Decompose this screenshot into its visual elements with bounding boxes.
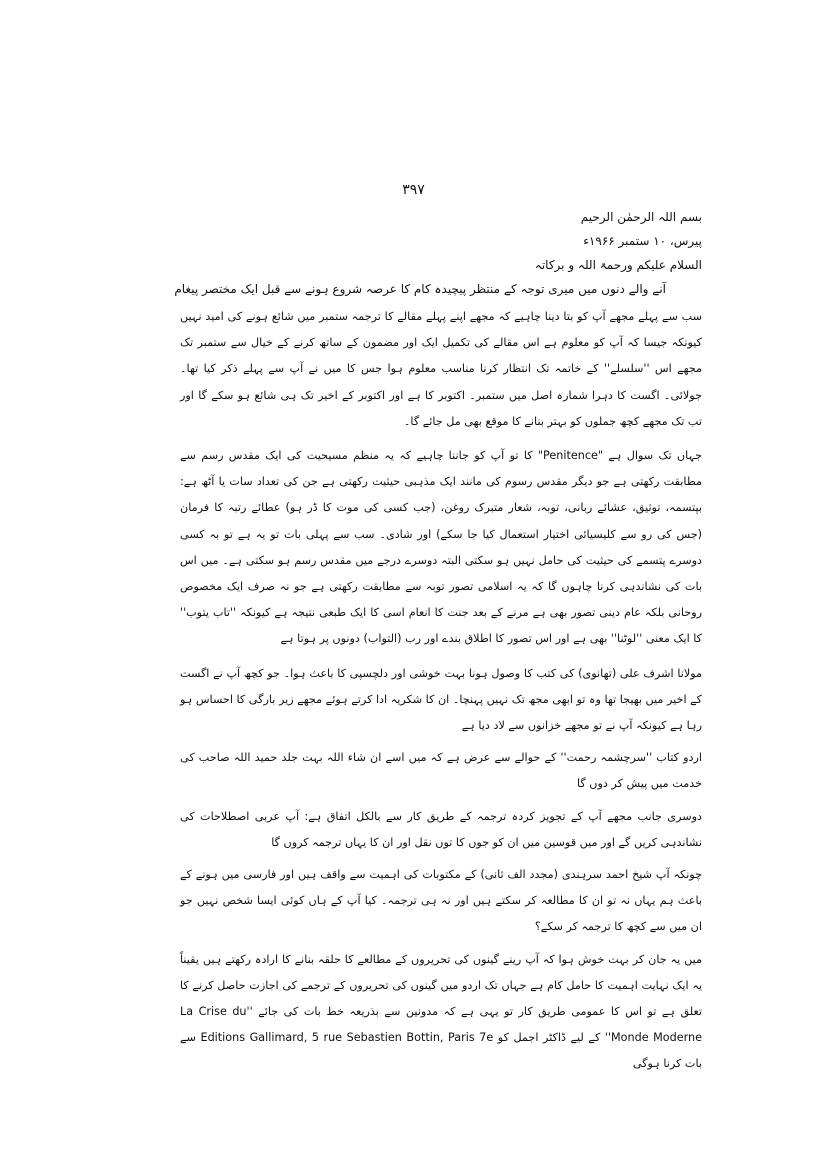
page-number: ۳۹۷ bbox=[402, 182, 425, 198]
paragraph-translation-status: سب سے پہلے مجھے آپ کو بتا دینا چاہیے کہ مجھے اپنے پہلے مقالے کا ترجمہ ستمبر میں شائع ہونے کی امید نہیں کیونکہ جیسا کہ آپ کو معلوم ہے اس مقالے کی تکمیل ایک اور مضمون کے ساتھ کرنے کے خیال سے ستمبر تک مجھے اس ''سلسلے'' کے خاتمہ تک انتظار کرنا مناسب معلوم ہوا جس کا میں نے آپ سے پہلے ذکر کیا تھا۔ جولائی۔ اگست کا دہرا شمارہ اصل میں ستمبر۔ اکتوبر کا ہے اور اکتوبر کے اخیر تک ہی شائع ہو سکے گا اور تب تک مجھے کچھ جملوں کو بہتر بنانے کا موقع بھی مل جائے گا۔ bbox=[180, 310, 702, 428]
paragraph-translation-method: دوسری جانب مجھے آپ کے تجویز کردہ ترجمہ کے طریق کار سے بالکل اتفاق ہے: آپ عربی اصطلاحات کی نشاندہی کریں گے اور میں قوسین میں ان کو جوں کا توں نقل اور ان کا یہاں ترجمہ کروں گا bbox=[180, 809, 702, 849]
paragraph-maktubat: چونکہ آپ شیخ احمد سرہندی (مجدد الف ثانی) کے مکتوبات کی اہمیت سے واقف ہیں اور فارسی میں ہونے کے باعث ہم یہاں نہ تو ان کا مطالعہ کر سکتے ہیں اور نہ ہی ترجمہ۔ کیا آپ کے ہاں کوئی ایسا شخص نہیں جو ان میں سے کچھ کا ترجمہ کر سکے؟ bbox=[180, 868, 702, 934]
letter-body bbox=[174, 208, 703, 1084]
paragraph-guenon-circle: میں یہ جان کر بہت خوش ہوا کہ آپ رینے گینوں کی تحریروں کے مطالعے کا حلقہ بنانے کا ارادہ رکھتے ہیں یقیناً یہ ایک نہایت اہمیت کا حامل کام ہے جہاں تک اردو میں گینوں کی تحریروں کے ترجمے کی اجازت حاصل کرنے کا تعلق ہے تو اس کا عمومی طریق کار تو یہی ہے کہ مدونین سے بذریعہ خط بات کی جائے ''La Crise du Monde Moderne'' کے لیے ڈاکٹر اجمل کو Editions Gallimard, 5 rue Sebastien Bottin, Paris 7e سے بات کرنا ہوگی bbox=[180, 952, 703, 1071]
paragraph-penitence: جہاں تک سوال ہے "Penitence" کا تو آپ کو جاننا چاہیے کہ یہ منظم مسیحیت کی ایک مقدس رسم سے مطابقت رکھتی ہے جو دیگر مقدس رسوم کی مانند ایک مذہبی حیثیت رکھتی ہے جن کی تعداد سات یا آٹھ ہے: بپتسمہ، توثیق، عشائے ربانی، توبہ، شعار متبرک روغن، (جب کسی کی موت کا ڈر ہو) عطائے رتبہ کا فرمان (جس کی رو سے کلیسیائی اختیار استعمال کیا جا سکے) اور شادی۔ سب سے پہلی بات تو یہ ہے تو بہ کسی دوسرے پتسمے کی حیثیت کی حامل نہیں ہو سکتی البتہ دوسرے درجے میں مقدس رسم ہو سکتی ہے۔ میں اس بات کی نشاندہی کرنا چاہوں گا کہ یہ اسلامی تصور توبہ سے مطابقت رکھتی ہے جو نہ صرف ایک مخصوص روحانی بلکہ عام دینی تصور بھی ہے مرنے کے بعد جنت کا انعام اسی کا ایک طبعی نتیجہ ہے کیونکہ ''تاب یتوب'' کا ایک معنی ''لوٹنا'' بھی ہے اور اس تصور کا اطلاق بندے اور رب (التواب) دونوں پر ہوتا ہے bbox=[180, 449, 703, 646]
paragraph-urdu-book: اردو کتاب ''سرچشمہ رحمت'' کے حوالے سے عرض ہے کہ میں اسے ان شاء اللہ بہت جلد حمید اللہ صاحب کی خدمت میں پیش کر دوں گا bbox=[180, 751, 702, 791]
paragraph-books-received: مولانا اشرف علی (تھانوی) کی کتب کا وصول ہونا بہت خوشی اور دلچسپی کا باعث ہوا۔ جو کچھ آپ نے اگست کے اخیر میں بھیجا تھا وہ تو ابھی مجھ تک نہیں پہنچا۔ ان کا شکریہ ادا کرتے ہوئے مجھے زیر بارگی کا احساس ہو رہا ہے کیونکہ آپ نے تو مجھے خزانوں سے لاد دیا ہے bbox=[180, 666, 702, 733]
salutation: السلام علیکم ورحمۃ اللہ و برکاتہ bbox=[534, 258, 702, 272]
intro-line: آنے والے دنوں میں میری توجہ کے منتظر پیچیدہ کام کا عرصہ شروع ہونے سے قبل ایک مختصر پیغام bbox=[174, 282, 666, 296]
basmala: بسم اللہ الرحمٰن الرحیم bbox=[580, 210, 702, 224]
place-date: پیرس، ۱۰ ستمبر ۱۹۶۶ء bbox=[583, 234, 702, 248]
